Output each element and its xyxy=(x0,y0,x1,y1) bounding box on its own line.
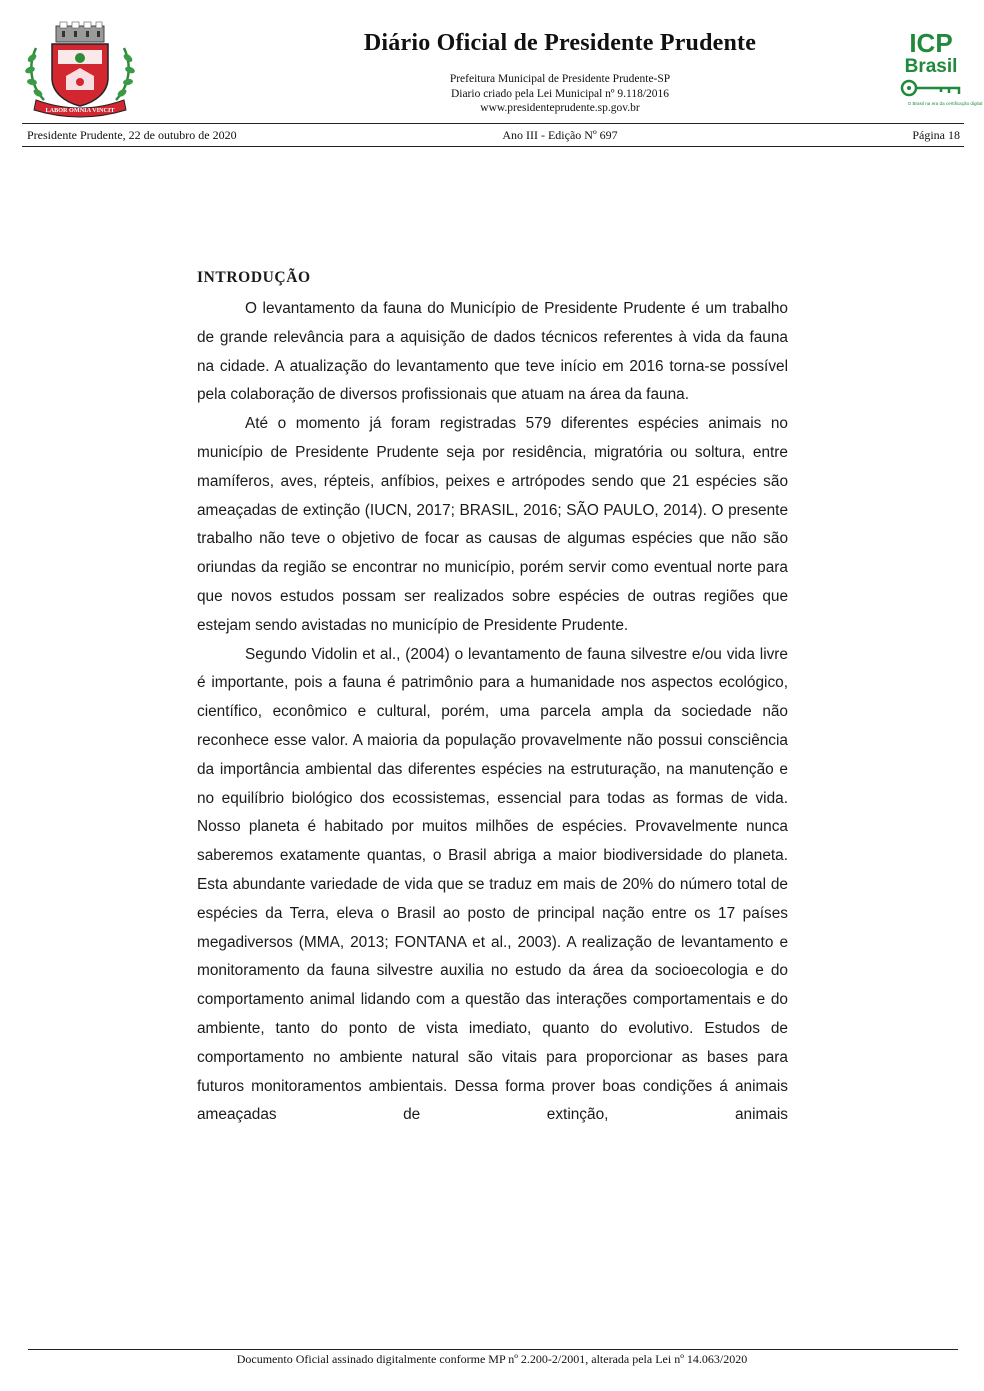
subtitle-website: www.presidenteprudente.sp.gov.br xyxy=(480,102,640,114)
crest-motto: LABOR OMNIA VINCIT xyxy=(45,107,115,114)
journal-title: Diário Oficial de Presidente Prudente xyxy=(363,30,757,56)
key-icon xyxy=(902,81,959,95)
digital-signature-notice: Documento Oficial assinado digitalmente conforme MP nº 2.200-2/2001, alterada pela Lei nº 14.063/2020 xyxy=(236,1352,748,1366)
article-body xyxy=(197,267,788,1130)
publication-date: Presidente Prudente, 22 de outubro de 2020 xyxy=(27,128,237,142)
header-rule-top xyxy=(22,123,964,124)
footer-rule xyxy=(28,1349,958,1350)
brasil-logo-text: Brasil xyxy=(904,56,958,77)
subtitle-prefeitura: Prefeitura Municipal de Presidente Prudente-SP xyxy=(449,73,671,85)
subtitle-lei: Diario criado pela Lei Municipal nº 9.118/2016 xyxy=(450,87,670,100)
icp-brasil-logo xyxy=(897,28,983,114)
edition-info: Ano III - Edição Nº 697 xyxy=(502,128,618,142)
page-number: Página 18 xyxy=(912,128,960,142)
paragraph: Segundo Vidolin et al., (2004) o levantamento de fauna silvestre e/ou vida livre é importante, pois a fauna é patrimônio para a humanidade nos aspectos ecológico, científico, econômico e cultural, porém, uma parcela ampla da sociedade não reconhece esse valor. A maioria da população provavelmente não possui consciência da importância ambiental das diferentes espécies na estruturação, na manutenção e no equilíbrio biológico dos ecossistemas, essencial para todas as formas de vida. Nosso planeta é habitado por muitos milhões de espécies. Provavelmente nunca saberemos exatamente quantas, o Brasil abriga a maior biodiversidade do planeta. Esta abundante variedade de vida que se traduz em mais de 20% do número total de espécies da Terra, eleva o Brasil ao posto de principal nação entre os 17 países megadiversos (MMA, 2013; FONTANA et al., 2003). A realização de levantamento e monitoramento da fauna silvestre auxilia no estudo da área da socioecologia e do comportamento animal lidando com a questão das interações comportamentais e do ambiente, tanto do ponto de vista imediato, quanto do evolutivo. Estudos de comportamento no ambiente natural são vitais para proporcionar as bases para futuros monitoramentos ambientais. Dessa forma prover boas condições á animais ameaçadas de extinção, animais xyxy=(197,645,788,1124)
section-heading: INTRODUÇÃO xyxy=(197,269,311,286)
icp-tagline: O Brasil na era da certificação digital xyxy=(907,101,983,106)
paragraph: O levantamento da fauna do Município de Presidente Prudente é um trabalho de grande relevância para a aquisição de dados técnicos referentes à vida da fauna na cidade. A atualização do levantamento que teve início em 2016 torna-se possível pela colaboração de diversos profissionais que atuam na área da fauna. xyxy=(197,300,788,404)
icp-logo-text: ICP xyxy=(909,28,953,58)
municipal-crest-logo xyxy=(22,20,138,120)
header-rule-bottom xyxy=(22,146,964,147)
paragraph: Até o momento já foram registradas 579 diferentes espécies animais no município de Presidente Prudente seja por residência, migratória ou soltura, entre mamíferos, aves, répteis, anfíbios, peixes e artrópodes sendo que 21 espécies são ameaçadas de extinção (IUCN, 2017; BRASIL, 2016; SÃO PAULO, 2014). O presente trabalho não teve o objetivo de focar as causas de algumas espécies que não são oriundas da região se encontrar no município, porém servir como eventual norte para que novos estudos possam ser realizados sobre espécies de outras regiões que estejam sendo avistadas no município de Presidente Prudente. xyxy=(197,415,788,634)
